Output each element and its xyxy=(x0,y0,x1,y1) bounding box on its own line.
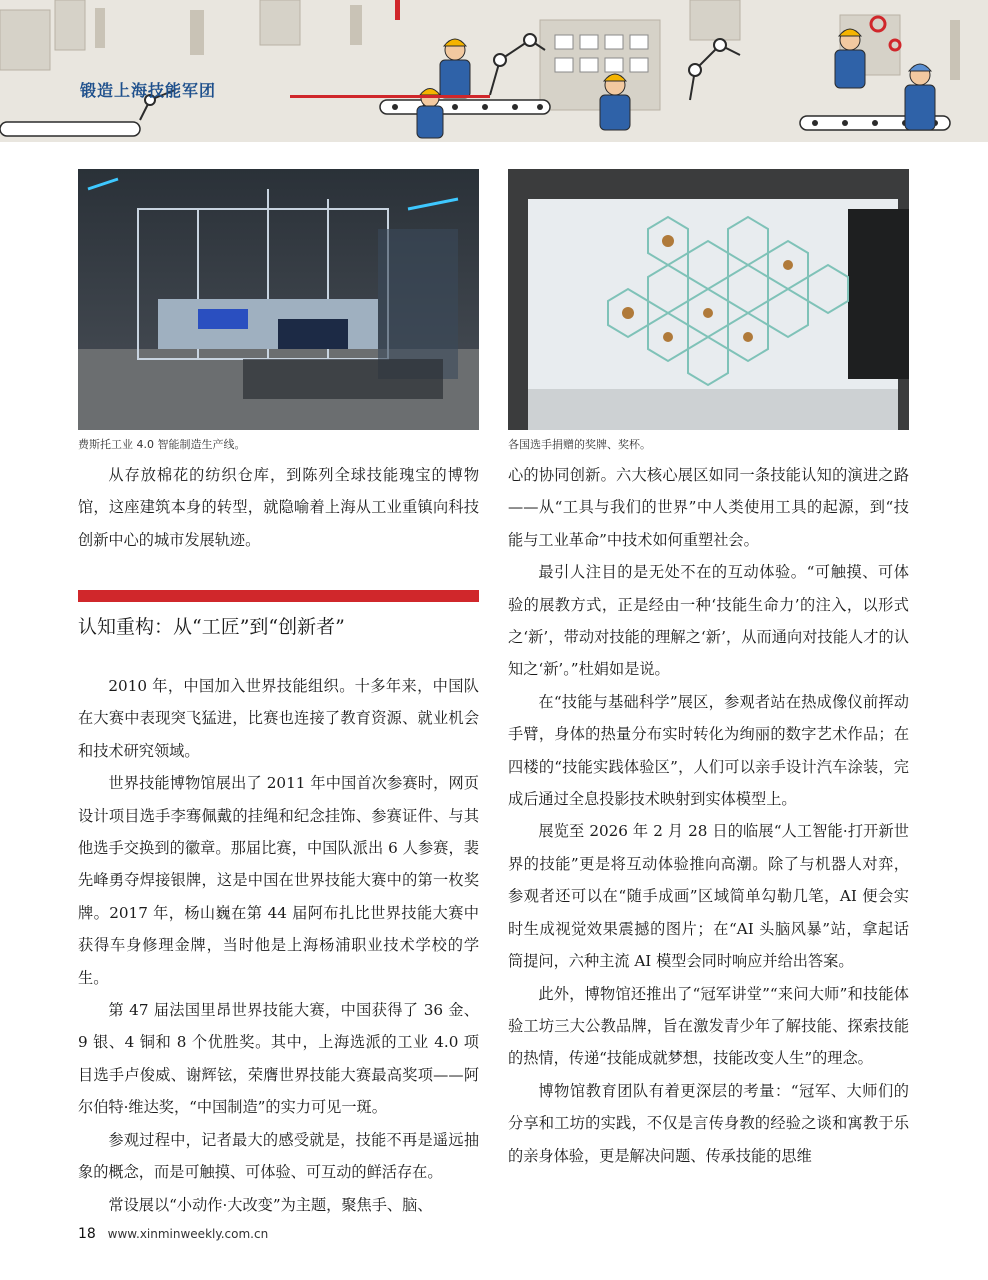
right-column xyxy=(508,459,909,1172)
figure-caption: 各国选手捐赠的奖牌、奖杯。 xyxy=(508,438,651,451)
left-column-intro xyxy=(78,459,479,556)
figure-caption: 费斯托工业 4.0 智能制造生产线。 xyxy=(78,438,246,451)
paragraph: 参观过程中，记者最大的感受就是，技能不再是遥远抽象的概念，而是可触摸、可体验、可互动的鲜活存在。 xyxy=(78,1130,479,1182)
paragraph: 2010 年，中国加入世界技能组织。十多年来，中国队在大赛中表现突飞猛进，比赛也连接了教育资源、就业机会和技术研究领域。 xyxy=(78,677,479,760)
paragraph: 常设展以“小动作·大改变”为主题，聚焦手、脑、 xyxy=(108,1195,433,1214)
website-link[interactable]: www.xinminweekly.com.cn xyxy=(107,1227,269,1241)
medals-photo xyxy=(508,169,909,430)
paragraph: 最引人注目的是无处不在的互动体验。“可触摸、可体验的展教方式，正是经由一种‘技能生命力’的注入，以形式之‘新’，带动对技能的理解之‘新’，从而通向对技能人才的认知之‘新’。”杜娟如是说。 xyxy=(508,563,909,679)
section-divider-bar xyxy=(78,590,479,602)
page-number: 18 xyxy=(78,1226,96,1242)
section-title: 认知重构：从“工匠”到“创新者” xyxy=(78,616,345,638)
paragraph: 在“技能与基础科学”展区，参观者站在热成像仪前挥动手臂，身体的热量分布实时转化为绚丽的数字艺术作品；在四楼的“技能实践体验区”，人们可以亲手设计汽车涂装，完成后通过全息投影技术映射到实体模型上。 xyxy=(508,692,909,809)
paragraph: 从存放棉花的纺织仓库，到陈列全球技能瑰宝的博物馆，这座建筑本身的转型，就隐喻着上海从工业重镇向科技创新中心的城市发展轨迹。 xyxy=(78,466,479,549)
paragraph: 博物馆教育团队有着更深层的考量：“冠军、大师们的分享和工坊的实践，不仅是言传身教的经验之谈和寓教于乐的亲身体验，更是解决问题、传承技能的思维 xyxy=(508,1081,909,1165)
paragraph: 此外，博物馆还推出了“冠军讲堂”“来问大师”和技能体验工坊三大公教品牌，旨在激发青少年了解技能、探索技能的热情，传递“技能成就梦想，技能改变人生”的理念。 xyxy=(508,984,909,1068)
paragraph: 世界技能博物馆展出了 2011 年中国首次参赛时，网页设计项目选手李骞佩戴的挂绳和纪念挂饰、参赛证件、与其他选手交换到的徽章。那届比赛，中国队派出 6 人参赛，裴先峰勇夺焊接银牌，这是中国在世界技能大赛中的第一枚奖牌。2017 年，杨山巍在第 44 届阿布扎比世界技能大赛中获得车身修理金牌，当时他是上海杨浦职业技术学校的学生。 xyxy=(78,774,479,987)
factory-photo xyxy=(78,169,479,430)
column-label: 锻造上海技能军团 xyxy=(80,81,217,100)
paragraph: 第 47 届法国里昂世界技能大赛，中国获得了 36 金、9 银、4 铜和 8 个优胜奖。其中，上海选派的工业 4.0 项目选手卢俊威、谢辉铉，荣膺世界技能大赛最高奖项——阿尔伯特·维达奖，“中国制造”的实力可见一斑。 xyxy=(78,1001,479,1117)
header-banner xyxy=(0,0,988,142)
factory-illustration xyxy=(0,0,988,142)
paragraph: 心的协同创新。六大核心展区如同一条技能认知的演进之路——从“工具与我们的世界”中人类使用工具的起源，到“技能与工业革命”中技术如何重塑社会。 xyxy=(508,466,909,549)
left-column-body xyxy=(78,670,479,1221)
paragraph: 展览至 2026 年 2 月 28 日的临展“人工智能·打开新世界的技能”更是将互动体验推向高潮。除了与机器人对弈，参观者还可以在“随手成画”区域简单勾勒几笔，AI 便会实时生成视觉效果震撼的图片；在“AI 头脑风暴”站，拿起话筒提问，六种主流 AI 模型会同时响应并给出答案。 xyxy=(508,822,909,971)
page-footer xyxy=(78,1226,268,1242)
